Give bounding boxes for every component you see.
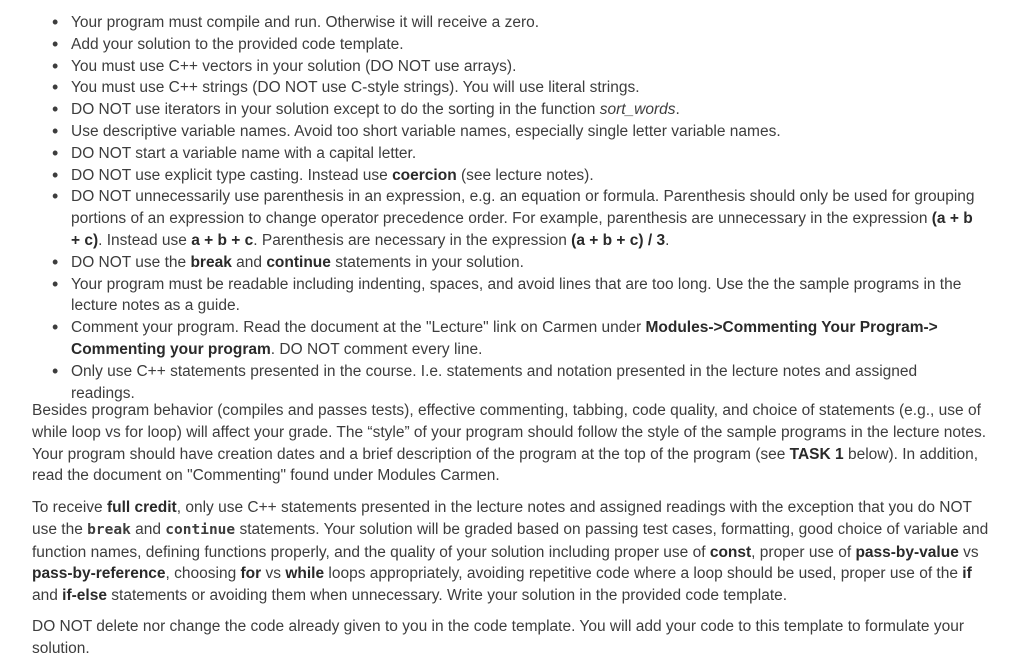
keyword: while [285, 565, 325, 583]
keyword: pass-by-reference [32, 565, 166, 583]
keyword: Modules->Commenting Your Program-> Commenting your program [71, 319, 938, 358]
list-item: • DO NOT use iterators in your solution except to do the sorting in the function sort_words. [0, 99, 1000, 121]
keyword: break [190, 253, 232, 271]
keyword: if-else [62, 587, 107, 605]
list-item: • Use descriptive variable names. Avoid too short variable names, especially single letter variable names. [0, 121, 1000, 143]
list-item: • Add your solution to the provided code template. [0, 34, 1000, 56]
credit-paragraph: To receive full credit, only use C++ statements presented in the lecture notes and assigned readings with the exception that you do NOT use the break and continue statements. Your solution will be graded based on passing test cases, formatting, good choice of variable and function names, defining functions properly, and the quality of your solution including proper use of const, proper use of pass-by-value vs pass-by-reference, choosing for vs while loops appropriately, avoiding repetitive code where a loop should be used, proper use of the if and if-else statements or avoiding them when unnecessary. Write your solution in the provided code template. [32, 499, 989, 605]
function-name: sort_words [599, 101, 676, 119]
style-paragraph: Besides program behavior (compiles and passes tests), effective commenting, tabbing, code quality, and choice of statements (e.g., use of while loop vs for loop) will affect your grade. The “style” of your program should follow the style of the sample programs in the lecture notes. Your program should have creation dates and a brief description of the program at the top of the program (see TASK 1 below). In addition, read the document on "Commenting" found under Modules Carmen. [32, 402, 986, 485]
list-item: • Comment your program. Read the document at the "Lecture" link on Carmen under Modules->Commenting Your Program-> Commenting your program. DO NOT comment every line. [0, 317, 1000, 361]
list-item: • Your program must be readable including indenting, spaces, and avoid lines that are too long. Use the the sample programs in the lecture notes as a guide. [0, 274, 1000, 318]
keyword: TASK 1 [789, 445, 844, 463]
list-item: • You must use C++ strings (DO NOT use C-style strings). You will use literal strings. [0, 77, 1000, 99]
keyword: (a + b + c) [71, 210, 973, 249]
keyword: full credit [106, 499, 177, 516]
keyword: for [240, 565, 262, 583]
keyword: const [709, 543, 752, 561]
list-item: • DO NOT use the break and continue statements in your solution. [0, 252, 1000, 274]
keyword: (a + b + c) / 3 [571, 231, 666, 249]
requirements-list [0, 12, 1000, 404]
code-keyword: break [87, 521, 131, 538]
list-item: • Only use C++ statements presented in the course. I.e. statements and notation presented in the lecture notes and assigned readings. [0, 361, 1000, 405]
keyword: continue [266, 253, 331, 271]
keyword: a + b + c [191, 231, 254, 249]
keyword: coercion [392, 166, 457, 184]
keyword: if [962, 565, 972, 583]
keyword: pass-by-value [855, 543, 959, 561]
list-item: • You must use C++ vectors in your solution (DO NOT use arrays). [0, 56, 1000, 78]
list-item: • DO NOT start a variable name with a capital letter. [0, 143, 1000, 165]
template-paragraph: DO NOT delete nor change the code already given to you in the code template. You will add your code to this template to formulate your solution. [32, 618, 964, 657]
code-keyword: continue [165, 521, 236, 538]
list-item: • DO NOT unnecessarily use parenthesis in an expression, e.g. an equation or formula. Parenthesis should only be used for grouping portions of an expression to change operator precedence order. For example, parenthesis are unnecessary in the expression (a + b + c). Instead use a + b + c. Parenthesis are necessary in the expression (a + b + c) / 3. [0, 186, 1000, 251]
list-item: • DO NOT use explicit type casting. Instead use coercion (see lecture notes). [0, 165, 1000, 187]
list-item: • Your program must compile and run. Otherwise it will receive a zero. [0, 12, 1000, 34]
